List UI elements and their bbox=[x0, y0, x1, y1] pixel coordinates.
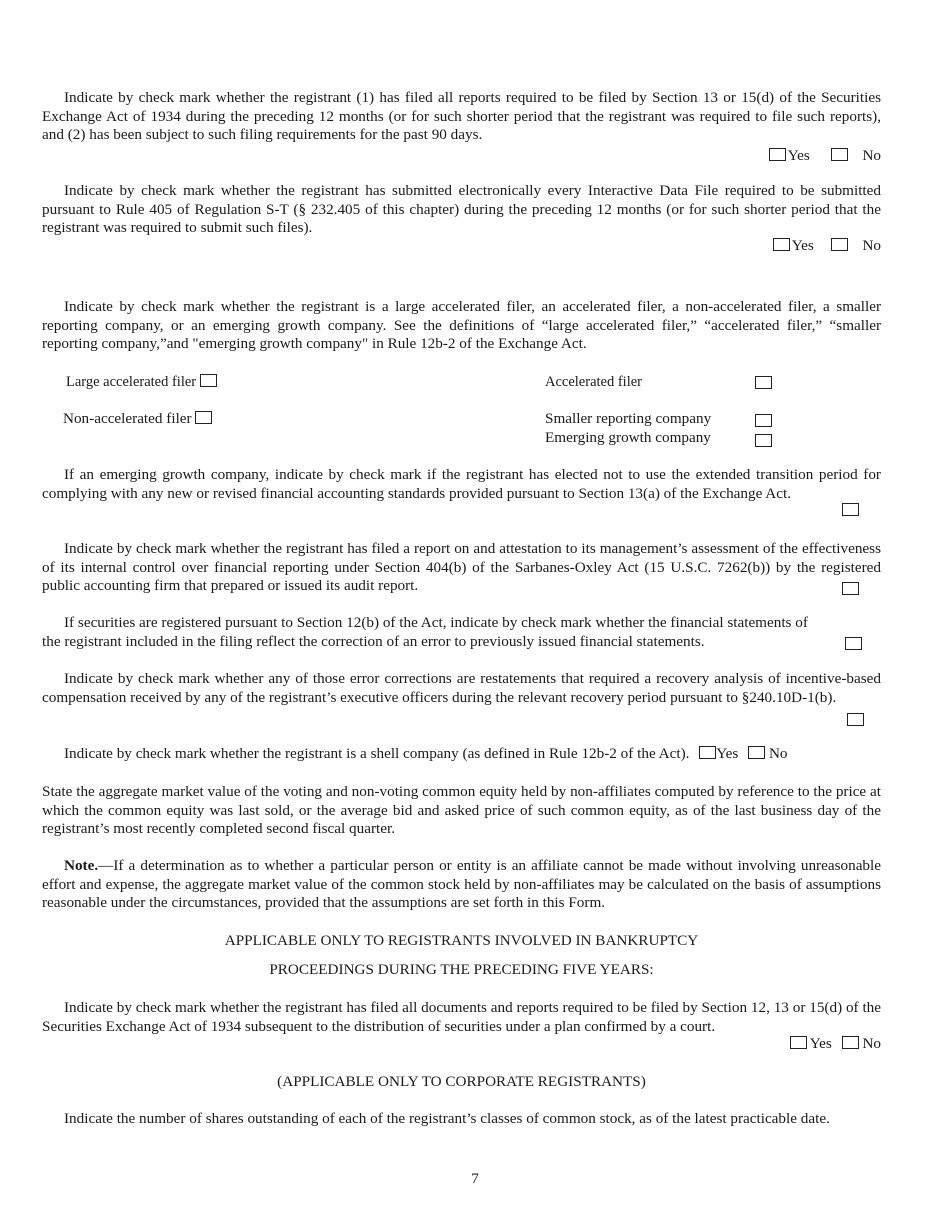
no-label: No bbox=[862, 236, 881, 254]
non-accelerated-filer-checkbox[interactable] bbox=[195, 411, 212, 424]
bankruptcy-filing-section bbox=[42, 999, 881, 1052]
recovery-analysis-checkbox[interactable] bbox=[847, 713, 864, 726]
filing-yes-checkbox[interactable] bbox=[769, 148, 786, 161]
smaller-reporting-company-label: Smaller reporting company bbox=[545, 410, 712, 427]
shell-company-text: Indicate by check mark whether the registrant is a shell company (as defined in Rule 12b-2 of the Act). bbox=[64, 745, 690, 762]
icfr-attestation-checkbox[interactable] bbox=[842, 582, 859, 595]
corporate-heading-text: (APPLICABLE ONLY TO CORPORATE REGISTRANTS) bbox=[277, 1073, 646, 1090]
yes-label: Yes bbox=[809, 1035, 832, 1052]
accelerated-filer-checkbox[interactable] bbox=[755, 376, 772, 389]
note-label: Note. bbox=[64, 857, 99, 874]
transition-period-checkbox[interactable] bbox=[842, 503, 859, 516]
bankruptcy-heading-text-2: PROCEEDINGS DURING THE PRECEDING FIVE YEARS: bbox=[269, 961, 654, 978]
transition-period-section bbox=[42, 466, 881, 503]
smaller-reporting-checkbox-wrap bbox=[755, 413, 772, 432]
emerging-growth-company-label: Emerging growth company bbox=[545, 429, 711, 446]
non-accelerated-filer-row bbox=[63, 410, 212, 429]
corporate-heading bbox=[42, 1073, 881, 1092]
bankruptcy-options bbox=[790, 1035, 882, 1054]
yes-label: Yes bbox=[787, 146, 810, 164]
interactive-yes-checkbox[interactable] bbox=[773, 238, 790, 251]
recovery-analysis-text: Indicate by check mark whether any of those error corrections are restatements that required a recovery analysis of incentive-based compensation received by any of the registrant’s executive officers during the relevant recovery period pursuant to §240.10D-1(b). bbox=[42, 670, 881, 706]
filer-status-section bbox=[42, 298, 881, 354]
large-accelerated-filer-checkbox[interactable] bbox=[200, 374, 217, 387]
transition-period-text: If an emerging growth company, indicate by check mark if the registrant has elected not to use the extended transition period for complying with any new or revised financial accounting standards provided pursuant to Section 13(a) of the Exchange Act. bbox=[42, 466, 881, 502]
bankruptcy-yes-checkbox[interactable] bbox=[790, 1036, 807, 1049]
no-label: No bbox=[862, 1035, 881, 1052]
no-label: No bbox=[862, 146, 881, 164]
bankruptcy-heading-text-1: APPLICABLE ONLY TO REGISTRANTS INVOLVED IN BANKRUPTCY bbox=[224, 932, 699, 949]
error-correction-checkbox-wrap bbox=[845, 636, 862, 655]
large-accelerated-filer-label: Large accelerated filer bbox=[66, 374, 197, 390]
shell-yes-checkbox[interactable] bbox=[699, 746, 716, 759]
bankruptcy-no-checkbox[interactable] bbox=[842, 1036, 859, 1049]
yes-label: Yes bbox=[791, 236, 814, 254]
recovery-checkbox-wrap bbox=[847, 712, 864, 731]
error-correction-section bbox=[42, 614, 881, 651]
interactive-data-text: Indicate by check mark whether the registrant has submitted electronically every Interactive Data File required to be submitted pursuant to Rule 405 of Regulation S-T (§ 232.405 of this chapter) during the preceding 12 months (or for such shorter period that the registrant was required to submit such files). bbox=[42, 182, 881, 237]
emerging-growth-checkbox-wrap bbox=[755, 433, 772, 452]
shell-company-line bbox=[42, 745, 881, 764]
accelerated-filer-checkbox-wrap bbox=[755, 375, 772, 394]
bankruptcy-heading-2 bbox=[42, 961, 881, 980]
filing-no-checkbox[interactable] bbox=[831, 148, 848, 161]
shell-company-section bbox=[42, 745, 881, 764]
bankruptcy-heading-1 bbox=[42, 932, 881, 951]
note-text: —If a determination as to whether a particular person or entity is an affiliate cannot be made without involving unreasonable effort and expense, the aggregate market value of the common stock held by non-affiliates may be calculated on the basis of assumptions reasonable under the circumstances, provided that the assumptions are set forth in this Form. bbox=[42, 857, 881, 912]
shares-outstanding-section bbox=[42, 1110, 881, 1129]
interactive-data-options bbox=[42, 237, 881, 256]
shell-no-checkbox[interactable] bbox=[748, 746, 765, 759]
market-value-text: State the aggregate market value of the voting and non-voting common equity held by non-affiliates computed by reference to the price at which the common equity was last sold, or the average bid and asked price of such common equity, as of the last business day of the registrant’s most recently completed second fiscal quarter. bbox=[42, 783, 881, 838]
error-correction-text: If securities are registered pursuant to Section 12(b) of the Act, indicate by check mark whether the financial statements of the registrant included in the filing reflect the correction of an error to previously issued financial statements. bbox=[42, 614, 808, 650]
bankruptcy-filing-text: Indicate by check mark whether the registrant has filed all documents and reports required to be filed by Section 12, 13 or 15(d) of the Securities Exchange Act of 1934 subsequent to the distribution of securities under a plan confirmed by a court. bbox=[42, 999, 881, 1035]
filer-status-text: Indicate by check mark whether the registrant is a large accelerated filer, an accelerated filer, a non-accelerated filer, a smaller reporting company, or an emerging growth company. See the definitions of “large accelerated filer,” “accelerated filer,” “smaller reporting company,”and "emerging growth company" in Rule 12b-2 of the Exchange Act. bbox=[42, 298, 881, 353]
note-section bbox=[42, 857, 881, 913]
no-label: No bbox=[768, 745, 788, 762]
smaller-reporting-label-wrap bbox=[545, 410, 711, 429]
non-accelerated-filer-label: Non-accelerated filer bbox=[63, 410, 192, 427]
shares-outstanding-text: Indicate the number of shares outstanding of each of the registrant’s classes of common stock, as of the latest practicable date. bbox=[64, 1110, 830, 1127]
icfr-attestation-section bbox=[42, 540, 881, 596]
filing-status-text: Indicate by check mark whether the registrant (1) has filed all reports required to be filed by Section 13 or 15(d) of the Securities Exchange Act of 1934 during the preceding 12 months (or for such shorter period that the registrant was required to file such reports), and (2) has been subject to such filing requirements for the past 90 days. bbox=[42, 89, 881, 144]
smaller-reporting-company-checkbox[interactable] bbox=[755, 414, 772, 427]
market-value-section bbox=[42, 783, 881, 839]
recovery-analysis-section bbox=[42, 670, 881, 707]
icfr-checkbox-wrap bbox=[842, 581, 859, 600]
filing-status-options bbox=[42, 147, 881, 166]
interactive-data-section bbox=[42, 182, 881, 255]
interactive-no-checkbox[interactable] bbox=[831, 238, 848, 251]
accelerated-filer-label-wrap bbox=[545, 373, 642, 392]
emerging-growth-label-wrap bbox=[545, 429, 711, 448]
note-paragraph bbox=[42, 857, 881, 913]
filing-status-section bbox=[42, 89, 881, 165]
yes-label: Yes bbox=[716, 745, 739, 762]
icfr-attestation-text: Indicate by check mark whether the registrant has filed a report on and attestation to its management’s assessment of the effectiveness of its internal control over financial reporting under Section 404(b) of the Sarbanes-Oxley Act (15 U.S.C. 7262(b)) by the registered public accounting firm that prepared or issued its audit report. bbox=[42, 540, 881, 595]
page-number: 7 bbox=[471, 1170, 479, 1187]
emerging-growth-company-checkbox[interactable] bbox=[755, 434, 772, 447]
large-accelerated-filer-row bbox=[66, 373, 217, 392]
error-correction-checkbox[interactable] bbox=[845, 637, 862, 650]
transition-checkbox-wrap bbox=[842, 502, 859, 521]
accelerated-filer-label: Accelerated filer bbox=[545, 374, 642, 390]
